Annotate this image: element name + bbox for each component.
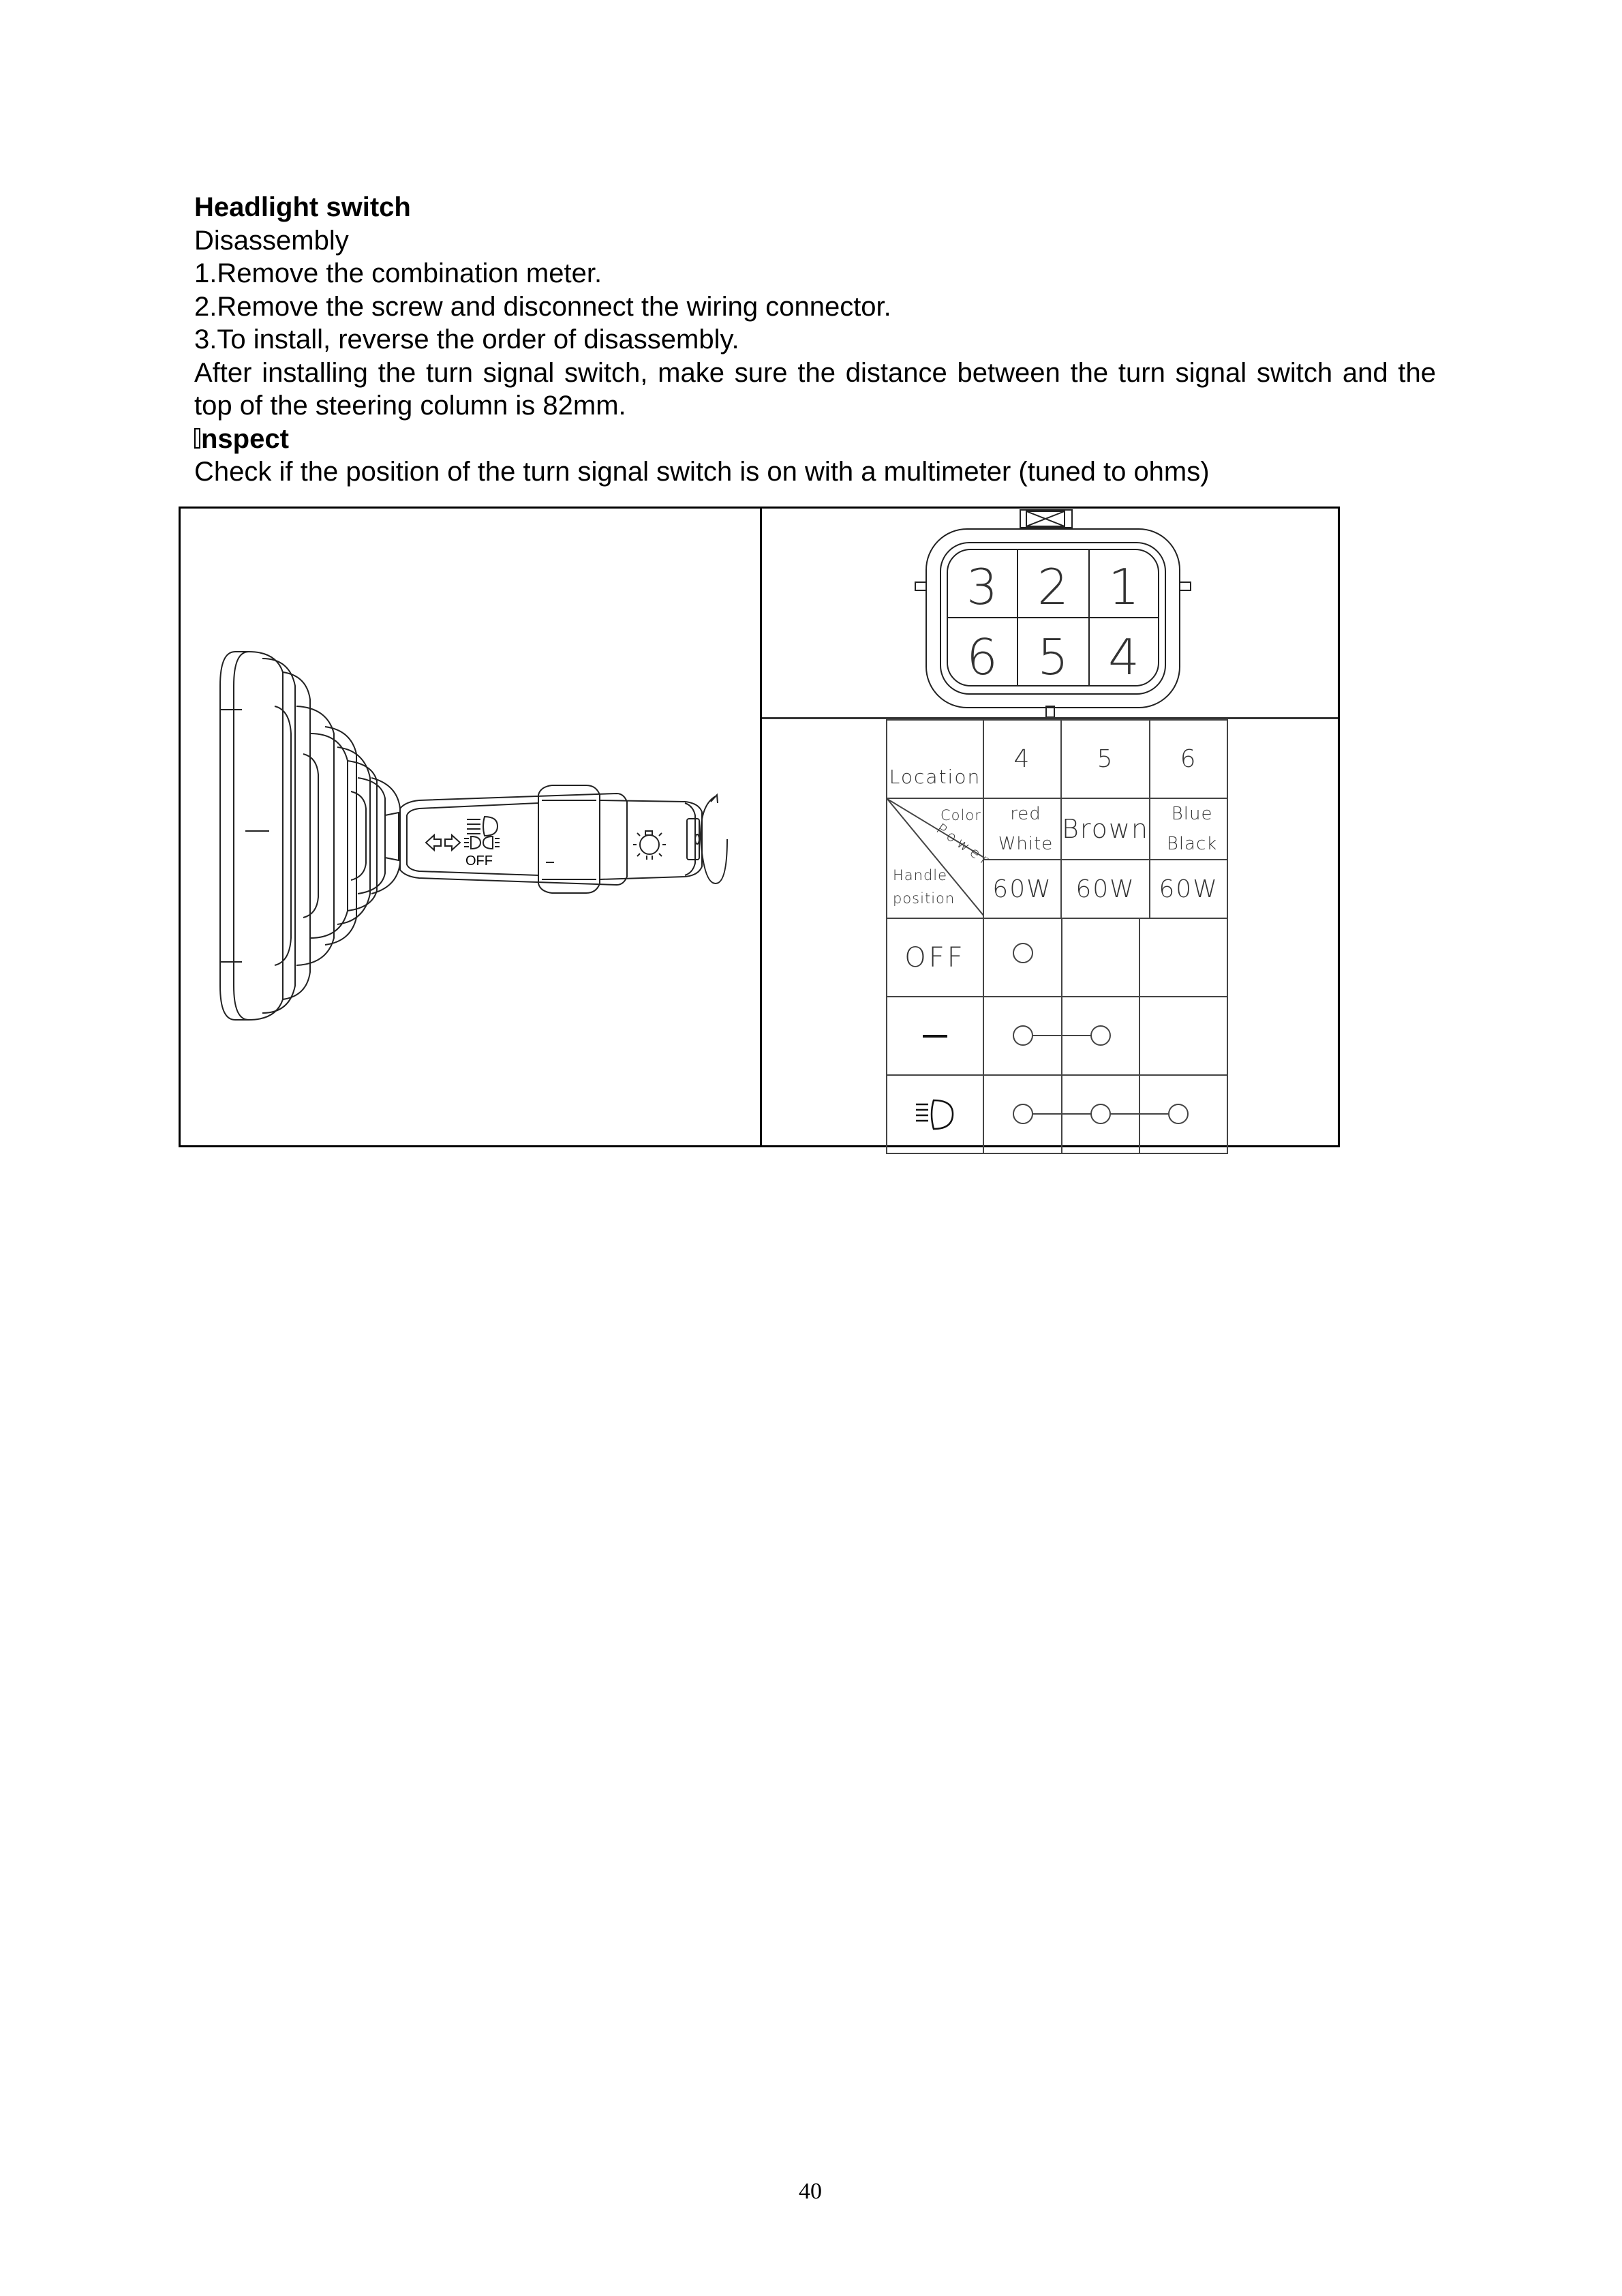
pin-4: 4	[1108, 629, 1139, 686]
position-dash	[887, 997, 983, 1075]
diagonal-header-cell	[887, 798, 995, 918]
table-row-color	[887, 798, 1227, 860]
document-body	[194, 191, 1436, 489]
continuity-off	[983, 918, 1227, 997]
label-power: Power	[933, 820, 995, 871]
missing-glyph-icon	[194, 428, 200, 449]
step-1: 1.Remove the combination meter.	[194, 258, 602, 288]
color-4	[983, 798, 1061, 860]
headlight-switch-illustration	[215, 645, 746, 1027]
headlight-icon	[915, 1098, 955, 1132]
continuity-dash	[983, 997, 1227, 1075]
power-5: 60W	[1061, 860, 1150, 918]
high-beam-icon	[467, 817, 498, 836]
location-5: 5	[1061, 720, 1150, 798]
switch-off-label: OFF	[465, 854, 493, 868]
pin-6: 6	[966, 629, 998, 686]
header-location: Location	[887, 720, 983, 798]
table-row-location	[887, 720, 1227, 798]
step-2: 2.Remove the screw and disconnect the wiring connector.	[194, 291, 891, 322]
color-6-line2: Black	[1166, 834, 1218, 854]
color-6	[1150, 798, 1227, 860]
page-title: Headlight switch	[194, 192, 411, 222]
location-6: 6	[1150, 720, 1227, 798]
position-off: OFF	[887, 918, 983, 997]
pin-5: 5	[1037, 629, 1069, 686]
rotation-arrow-icon	[701, 795, 727, 883]
power-6: 60W	[1150, 860, 1227, 918]
continuity-headlight-diagram	[984, 1076, 1217, 1153]
wiring-connector-diagram	[908, 509, 1208, 717]
section-inspect	[194, 423, 1436, 456]
label-handle: Handle	[893, 867, 948, 883]
table-row-headlight	[887, 1075, 1227, 1153]
label-position: position	[893, 890, 955, 907]
figure-divider-vertical	[760, 509, 762, 1145]
pin-3: 3	[966, 558, 998, 616]
installation-note: After installing the turn signal switch, make sure the distance between the turn signal switch and the top of the steering column is 82mm.	[194, 357, 1436, 421]
continuity-off-diagram	[984, 919, 1217, 996]
table-row-off	[887, 918, 1227, 997]
table-row-dash	[887, 997, 1227, 1075]
inspect-instruction: Check if the position of the turn signal switch is on with a multimeter (tuned to ohms)	[194, 457, 1210, 487]
color-4-line2: White	[998, 834, 1054, 854]
power-4: 60W	[983, 860, 1061, 918]
step-3: 3.To install, reverse the order of disassembly.	[194, 324, 739, 354]
connector-tab-left	[915, 582, 926, 590]
connector-tab-right	[1180, 582, 1191, 590]
dash-icon	[923, 1035, 947, 1038]
page-number: 40	[799, 2179, 822, 2204]
continuity-table	[886, 719, 1228, 1154]
location-4: 4	[983, 720, 1061, 798]
light-bulb-icon	[633, 831, 666, 860]
switch-lever	[385, 785, 702, 893]
continuity-dash-diagram	[984, 997, 1217, 1074]
pin-1: 1	[1108, 558, 1139, 616]
figure-frame	[179, 507, 1340, 1147]
section-disassembly: Disassembly	[194, 225, 349, 256]
switch-boot-icon	[220, 652, 400, 1020]
position-headlight	[887, 1075, 983, 1153]
label-color: Color	[940, 807, 981, 824]
color-4-line1: red	[1010, 804, 1041, 824]
section-inspect-label: nspect	[201, 423, 289, 454]
color-5: Brown	[1061, 798, 1150, 860]
parking-lights-icon	[464, 836, 500, 849]
continuity-headlight	[983, 1075, 1227, 1153]
pin-2: 2	[1037, 558, 1069, 616]
color-6-line1: Blue	[1171, 804, 1213, 824]
turn-signal-arrows-icon	[426, 835, 460, 850]
